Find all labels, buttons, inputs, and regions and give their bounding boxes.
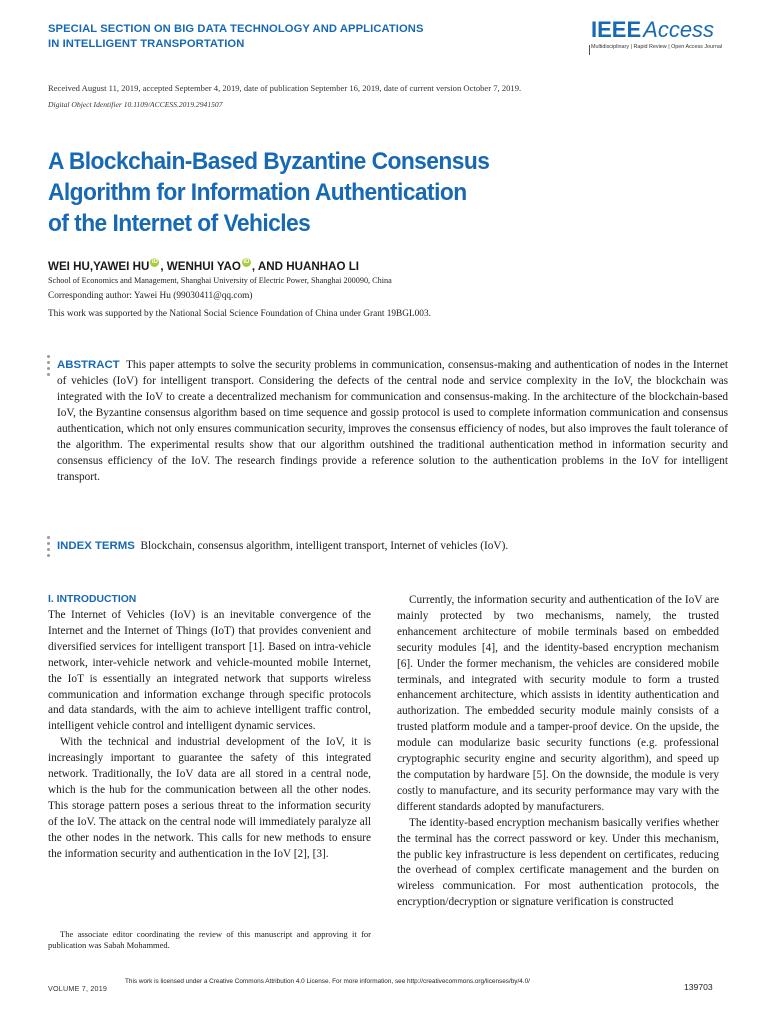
title-line-3: of the Internet of Vehicles <box>48 210 311 237</box>
section-header-line-2: IN INTELLIGENT TRANSPORTATION <box>48 38 245 50</box>
section-heading-introduction: I. INTRODUCTION <box>48 594 137 605</box>
logo-access: Access <box>643 17 715 42</box>
left-column <box>48 608 371 863</box>
title-line-2: Algorithm for Information Authentication <box>48 179 467 206</box>
author-wei-hu: WEI HU, <box>48 260 94 273</box>
section-header <box>48 22 468 52</box>
footer-license[interactable]: This work is licensed under a Creative Commons Attribution 4.0 License. For more information, see http://creativecommons.org/licenses/by/4.0/ <box>125 978 530 985</box>
title-line-1: A Blockchain-Based Byzantine Consensus <box>48 148 490 175</box>
logo-tagline: Multidisciplinary | Rapid Review | Open Access Journal <box>591 44 723 50</box>
funding-note: This work was supported by the National Social Science Foundation of China under Grant 19BGL003. <box>48 309 431 319</box>
logo-wordmark <box>591 19 721 41</box>
ieee-access-logo[interactable] <box>591 19 721 55</box>
intro-paragraph: The identity-based encryption mechanism basically verifies whether the terminal has the correct password or key. Under this mechanism, the public key infrastructure is less dependent on certificates, reducing the overhead of complex certificate management and the burden on wireless communication. For most authentication protocols, the encryption/decryption or signature verification is constructed <box>397 816 719 909</box>
index-terms-label: INDEX TERMS <box>57 540 135 552</box>
intro-paragraph: The Internet of Vehicles (IoV) is an inevitable convergence of the Internet and the Internet of Things (IoT) that provides convenient and diversified services for intelligent transport [1]. Based on intra-vehicle network, inter-vehicle network and vehicle-mounted mobile Internet, the IoT is essentially an integrated network that supports wireless communication and information exchange through specific protocols and data standards, with the aim to achieve intelligent traffic control, intelligent vehicle control and intelligent dynamic services. <box>48 609 371 733</box>
abstract-text: This paper attempts to solve the security problems in communication, consensus-making and authentication of nodes in the Internet of vehicles (IoV) for intelligent transport. Considering the defects of the central node and service complexity in the IoV, the blockchain was integrated with the IoV to create a decentralized mechanism for communication and consensus-making. In the architecture of the blockchain-based IoV, the Byzantine consensus algorithm based on time sequence and gossip protocol is used to complete information communication and consensus authentication, which not only ensures communication security, improves the consensus efficiency of nodes, but also improves the fault tolerance of the algorithm. The experimental results show that our algorithm outshined the traditional authentication method in information security and consensus efficiency of the IoV. The research findings provide a reference solution to the authentication problems in the IoV for intelligent transport. <box>57 359 728 483</box>
intro-paragraph: With the technical and industrial development of the IoV, it is increasingly important to guarantee the safety of this integrated network. Traditionally, the IoV data are all stored in a central node, which is the hub for the communication between all the other nodes. This storage pattern poses a serious threat to the information security of the IoV. The attack on the central node will immediately paralyze all the other nodes in the network. This calls for new methods to ensure the information security and authentication in the IoV [2], [3]. <box>48 736 371 860</box>
index-terms <box>57 538 728 554</box>
abstract <box>57 357 728 485</box>
logo-ieee: IEEE <box>591 17 642 42</box>
editor-footnote: The associate editor coordinating the review of this manuscript and approving it for publication was Sabah Mohammed. <box>48 929 371 950</box>
footer-volume: VOLUME 7, 2019 <box>48 984 108 993</box>
right-column <box>397 593 719 911</box>
affiliation: School of Economics and Management, Shanghai University of Electric Power, Shanghai 200090, China <box>48 276 392 285</box>
index-terms-text: Blockchain, consensus algorithm, intelligent transport, Internet of vehicles (IoV). <box>140 540 509 552</box>
abstract-marker-icon <box>47 355 53 379</box>
orcid-icon[interactable]: iD <box>243 259 250 265</box>
paper-title <box>48 146 550 239</box>
index-terms-marker-icon <box>47 536 53 560</box>
author-huanhao-li: , AND HUANHAO LI <box>251 260 360 273</box>
corresponding-author: Corresponding author: Yawei Hu (99030411@qq.com) <box>48 291 253 301</box>
page-number: 139703 <box>684 982 713 992</box>
author-yawei-hu: YAWEI HU <box>93 260 150 273</box>
abstract-label: ABSTRACT <box>57 359 120 371</box>
author-wenhui-yao: , WENHUI YAO <box>160 260 241 273</box>
publication-dates: Received August 11, 2019, accepted September 4, 2019, date of publication September 16, 2019, date of current version October 7, 2019. <box>48 83 522 93</box>
orcid-icon[interactable]: iD <box>151 259 158 265</box>
logo-divider <box>589 45 590 55</box>
intro-paragraph: Currently, the information security and authentication of the IoV are mainly protected by two mechanisms, namely, the trusted enhancement architecture of mobile terminals based on embedded security modules [4], and the identity-based encryption mechanism [6]. Under the former mechanism, the vehicles are considered mobile terminals, and integrated with security module to form a trusted enhancement architecture, which assists in identity authentication and authorization. The embedded security module mainly consists of a trusted platform module and a tamper-proof device. On the upside, the module can modularize basic security functions (e.g. professional cryptographic security engine and security algorithm), and speed up the computation by hardware [5]. On the downside, the module is very costly to manufacture, and its security performance may vary with the different standards adopted by manufacturers. <box>397 594 719 813</box>
section-header-line-1: SPECIAL SECTION ON BIG DATA TECHNOLOGY AND APPLICATIONS <box>48 23 424 35</box>
doi[interactable]: Digital Object Identifier 10.1109/ACCESS.2019.2941507 <box>48 100 223 109</box>
author-list <box>48 260 359 273</box>
